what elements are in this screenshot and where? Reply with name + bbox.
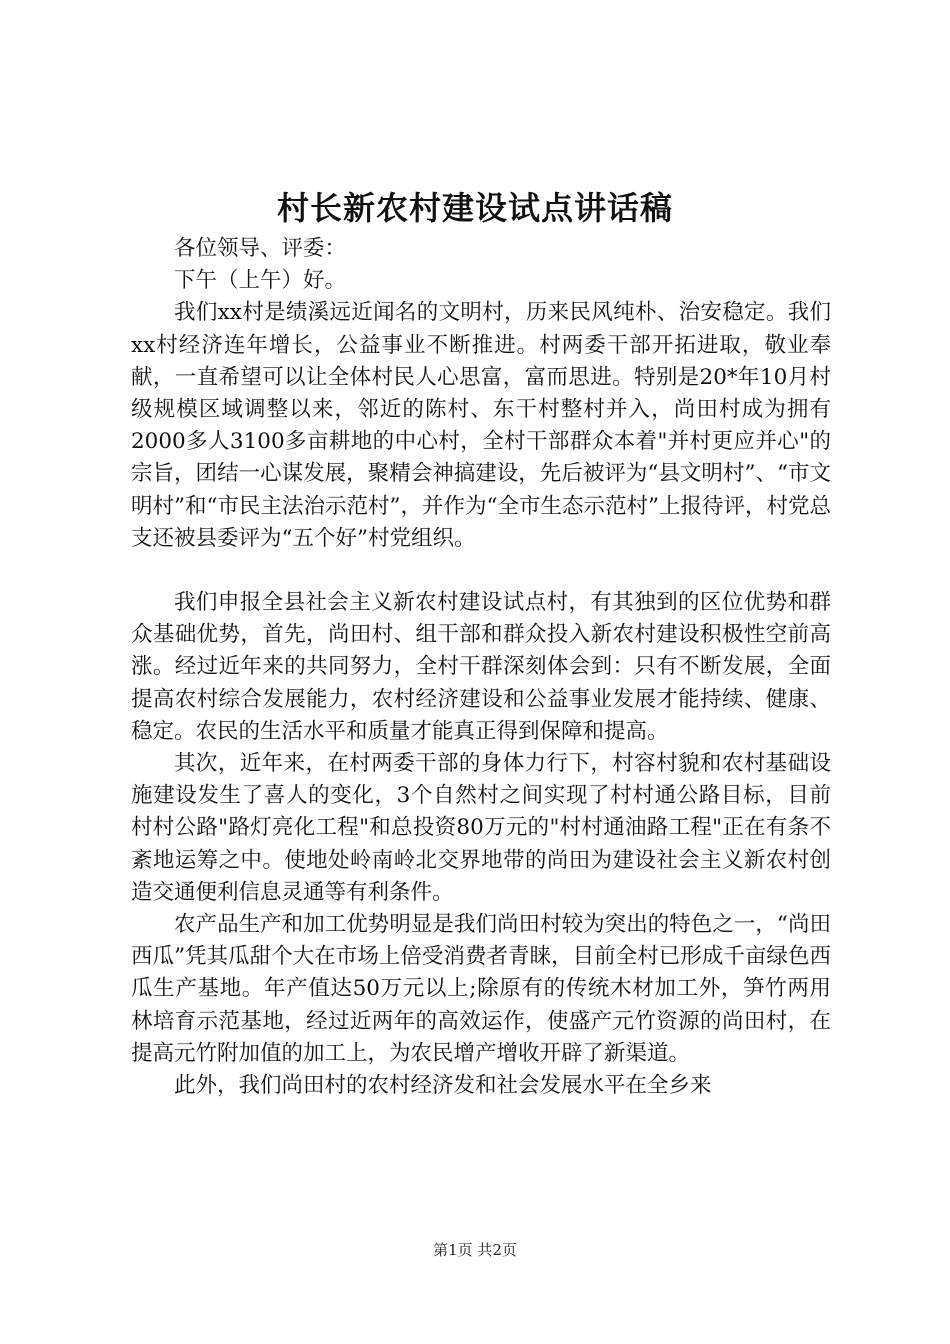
paragraph-3: 其次，近年来，在村两委干部的身体力行下，村容村貌和农村基础设施建设发生了喜人的变化，3个自然村之间实现了村村通公路目标，目前村村公路"路灯亮化工程"和总投资80万元的"村村通油路工程"正在有条不紊地运筹之中。使地处岭南岭北交界地带的尚田为建设社会主义新农村创造交通便利信息灵通等有利条件。	[131, 751, 831, 905]
greeting: 下午（上午）好。	[174, 268, 347, 294]
paragraph-1: 我们xx村是绩溪远近闻名的文明村，历来民风纯朴、治安稳定。我们xx村经济连年增长，公益事业不断推进。村两委干部开拓进取，敬业奉献，一直希望可以让全体村民人心思富，富而思进。特别是20*年10月村级规模区域调整以来，邻近的陈村、东干村整村并入，尚田村成为拥有2000多人3100多亩耕地的中心村，全村干部群众本着"并村更应并心"的宗旨，团结一心谋发展，聚精会神搞建设，先后被评为“县文明村”、“市文明村”和“市民主法治示范村”，并作为“全市生态示范村”上报待评，村党总支还被县委评为“五个好”村党组织。	[131, 300, 831, 551]
page-footer: 第1页 共2页	[433, 1241, 517, 1259]
paragraph-5: 此外，我们尚田村的农村经济发和社会发展水平在全乡来	[174, 1073, 712, 1099]
paragraph-2: 我们申报全县社会主义新农村建设试点村，有其独到的区位优势和群众基础优势，首先，尚田村、组干部和群众投入新农村建设积极性空前高涨。经过近年来的共同努力，全村干群深刻体会到：只有不断发展，全面提高农村综合发展能力，农村经济建设和公益事业发展才能持续、健康、稳定。农民的生活水平和质量才能真正得到保障和提高。	[131, 590, 831, 744]
document-title: 村长新农村建设试点讲话稿	[276, 189, 673, 227]
paragraph-4: 农产品生产和加工优势明显是我们尚田村较为突出的特色之一，“尚田西瓜”凭其瓜甜个大在市场上倍受消费者青睐，目前全村已形成千亩绿色西瓜生产基地。年产值达50万元以上;除原有的传统木材加工外，笋竹两用林培育示范基地，经过近两年的高效运作，使盛产元竹资源的尚田村，在提高元竹附加值的加工上，为农民增产增收开辟了新渠道。	[131, 912, 831, 1066]
paragraph-spacer	[131, 555, 831, 587]
salutation: 各位领导、评委：	[174, 236, 347, 261]
document-body	[131, 233, 831, 1102]
